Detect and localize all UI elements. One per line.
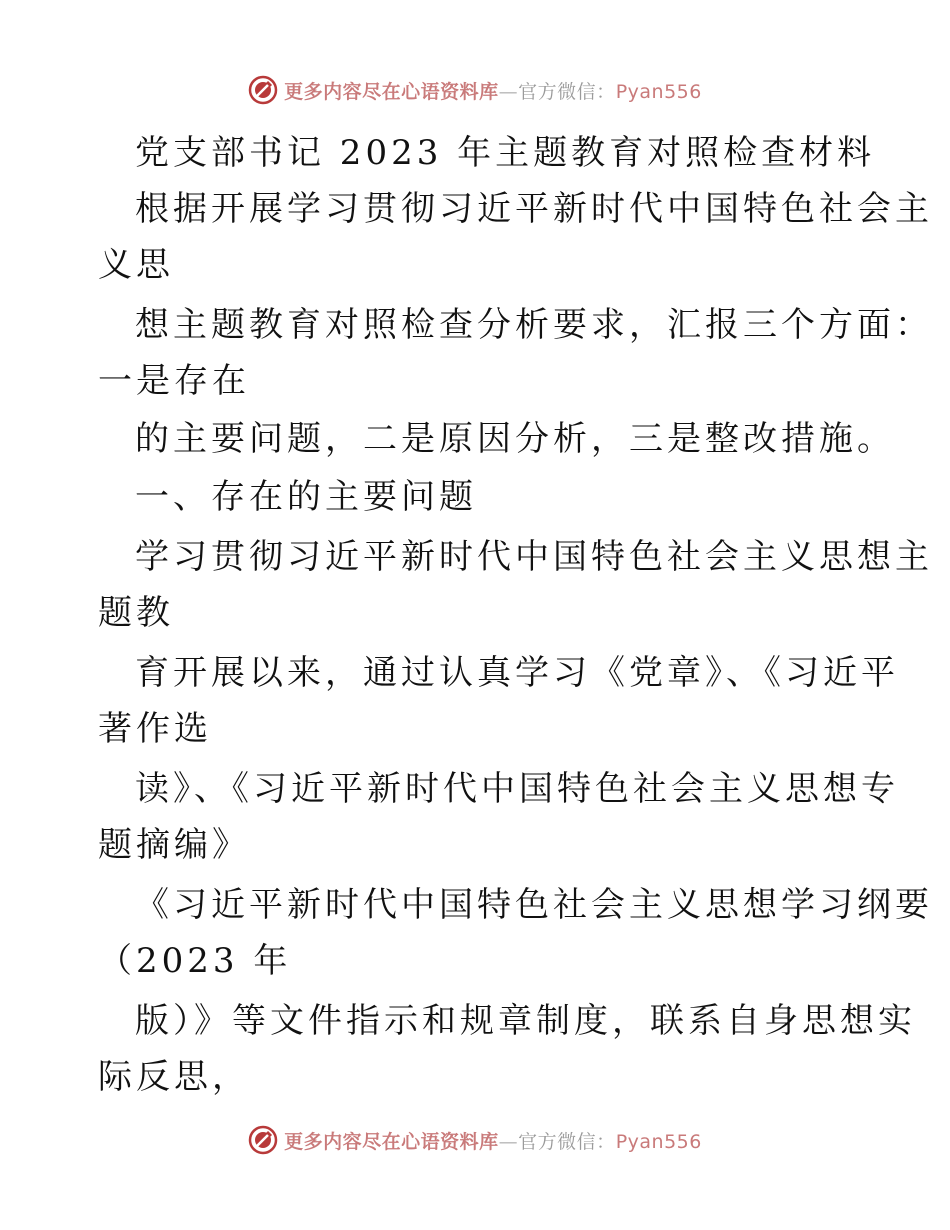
paragraph-line: 际反思， (98, 1057, 250, 1097)
pen-seal-logo-icon (248, 75, 278, 105)
paragraph-line: 学习贯彻习近平新时代中国特色社会主义思想主 (135, 537, 933, 577)
footer-wechat-id: Pyan556 (615, 1130, 702, 1153)
footer-banner-text (284, 1127, 702, 1154)
paragraph-line: 读》、《习近平新时代中国特色社会主义思想专 (135, 769, 899, 809)
footer-banner (0, 1120, 950, 1160)
paragraph-line: 的主要问题，二是原因分析，三是整改措施。 (135, 419, 895, 459)
paragraph-line: 义思 (98, 245, 174, 285)
footer-promo-text: 更多内容尽在心语资料库 (284, 1130, 499, 1153)
pen-seal-logo-icon (248, 1125, 278, 1155)
paragraph-line: 想主题教育对照检查分析要求，汇报三个方面： (135, 305, 933, 345)
paragraph-line: 一是存在 (98, 361, 250, 401)
paragraph-line: 题摘编》 (98, 825, 250, 865)
paragraph-line: 著作选 (98, 709, 212, 749)
footer-separator: — (498, 1130, 519, 1153)
header-banner-text (284, 77, 702, 104)
header-wechat-id: Pyan556 (615, 80, 702, 103)
paragraph-line: 根据开展学习贯彻习近平新时代中国特色社会主 (135, 189, 933, 229)
paragraph-line: 育开展以来，通过认真学习《党章》、《习近平 (135, 653, 899, 693)
paragraph-line: 题教 (98, 593, 174, 633)
header-promo-text: 更多内容尽在心语资料库 (284, 80, 499, 103)
paragraph-line: （2023 年 (98, 941, 292, 981)
header-wechat-label: 官方微信： (518, 80, 616, 103)
paragraph-line: 版）》等文件指示和规章制度，联系自身思想实 (135, 1001, 916, 1041)
header-separator: — (498, 80, 519, 103)
header-banner (0, 70, 950, 110)
paragraph-line: 《习近平新时代中国特色社会主义思想学习纲要 (135, 885, 933, 925)
footer-wechat-label: 官方微信： (518, 1130, 616, 1153)
document-title: 党支部书记 2023 年主题教育对照检查材料 (135, 133, 876, 173)
section-heading: 一、存在的主要问题 (135, 477, 477, 517)
